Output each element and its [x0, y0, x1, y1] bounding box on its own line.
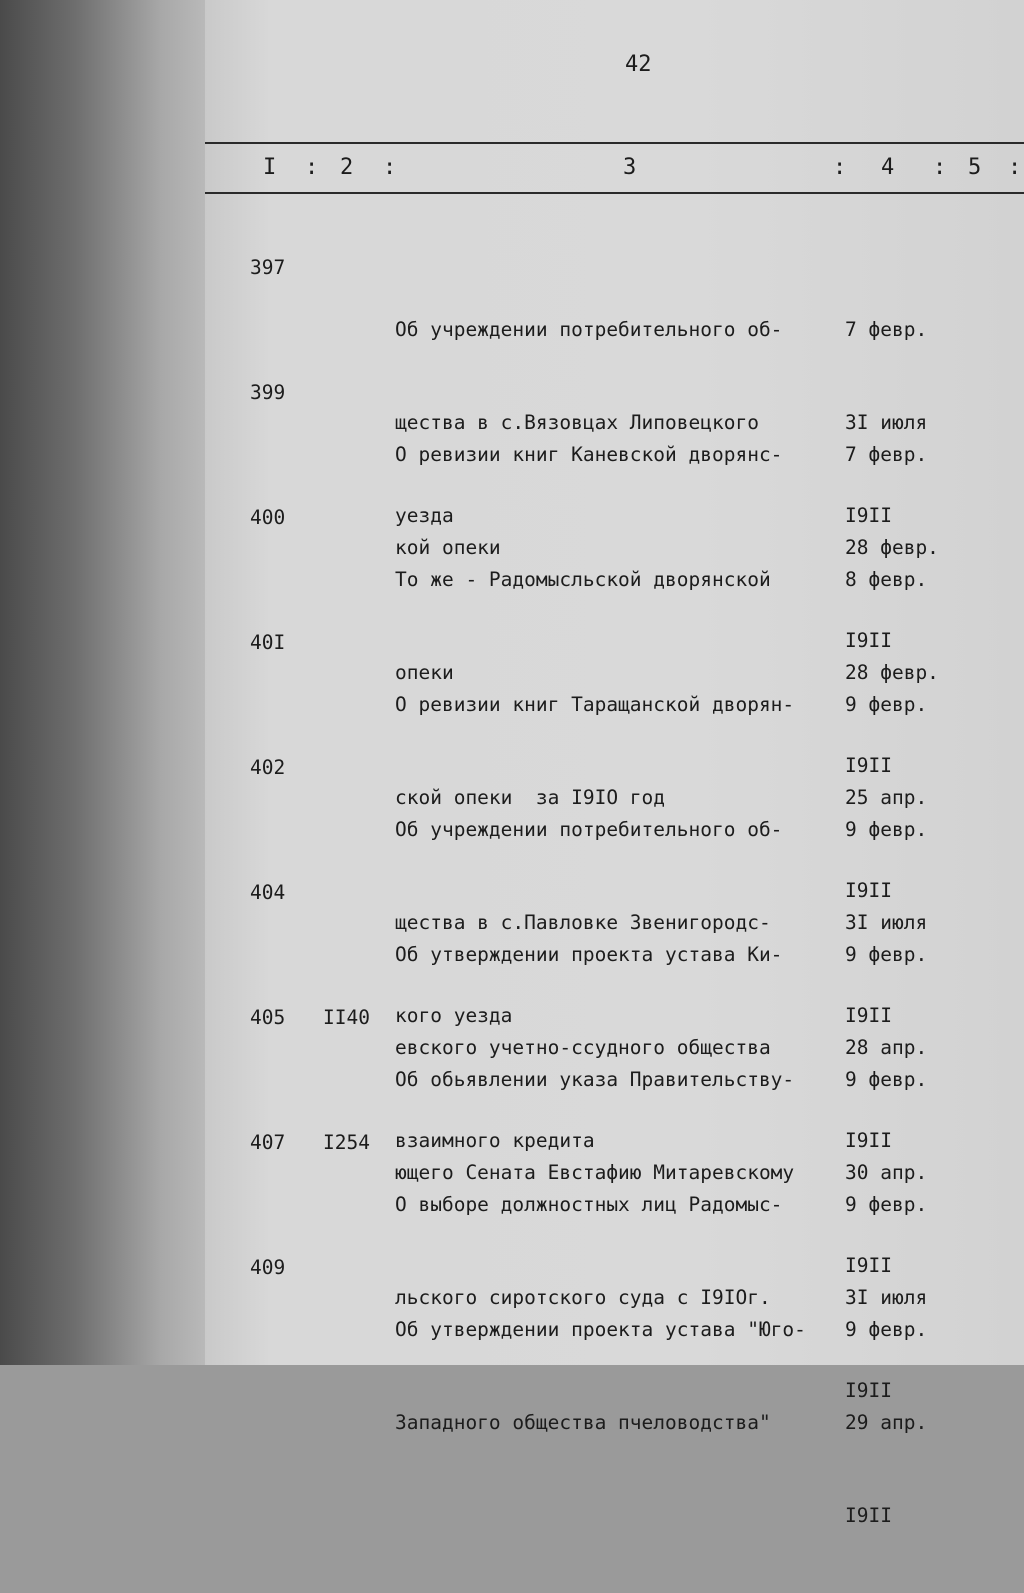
description-line: Об утверждении проекта устава Ки-: [395, 943, 783, 966]
description-line: щества в с.Павловке Звенигородс-: [395, 911, 771, 934]
column-header-3: 3: [623, 155, 637, 180]
date-start: 9 февр.: [845, 818, 928, 841]
description-line: Об утверждении проекта устава "Юго-: [395, 1318, 806, 1341]
description-line: опеки: [395, 661, 454, 684]
description-line: Об учреждении потребительного об-: [395, 318, 783, 341]
description-line: евского учетно-ссудного общества: [395, 1036, 771, 1059]
column-separator: :: [305, 155, 319, 180]
entry-dates: [845, 1252, 1015, 1593]
column-separator: :: [833, 155, 847, 180]
date-end: 3I июля: [845, 411, 928, 434]
date-end: 3I июля: [845, 911, 928, 934]
date-start: 9 февр.: [845, 943, 928, 966]
date-year: I9II: [845, 1004, 892, 1027]
date-start: 9 февр.: [845, 1318, 928, 1341]
column-header-2: 2: [340, 155, 354, 180]
entry-number: 397: [250, 256, 286, 279]
entries-list: [205, 252, 1024, 1527]
column-separator: :: [383, 155, 397, 180]
header-rule-bottom: [205, 192, 1024, 194]
date-year: I9II: [845, 629, 892, 652]
entry-number: 400: [250, 506, 286, 529]
date-end: 28 апр.: [845, 1036, 928, 1059]
column-headers: [205, 155, 1024, 185]
date-year: I9II: [845, 504, 892, 527]
description-line: взаимного кредита: [395, 1129, 595, 1152]
date-year: I9II: [845, 1379, 892, 1402]
description-line: щества в с.Вязовцах Липовецкого: [395, 411, 759, 434]
date-start: 8 февр.: [845, 568, 928, 591]
description-line: [395, 1500, 835, 1531]
entry-description: [395, 1252, 835, 1593]
entry-number: 40I: [250, 631, 286, 654]
entry-number: 407: [250, 1131, 286, 1154]
entry-reference: I254: [323, 1131, 370, 1154]
date-year: I9II: [845, 1254, 892, 1277]
description-line: О ревизии книг Каневской дворянс-: [395, 443, 783, 466]
column-separator: :: [1008, 155, 1022, 180]
entry-number: 399: [250, 381, 286, 404]
description-line: То же - Радомысльской дворянской: [395, 568, 771, 591]
date-year: I9II: [845, 1504, 892, 1527]
date-start: 9 февр.: [845, 1068, 928, 1091]
date-start: 9 февр.: [845, 693, 928, 716]
date-end: 25 апр.: [845, 786, 928, 809]
description-line: О ревизии книг Таращанской дворян-: [395, 693, 795, 716]
book-spine-shadow: [0, 0, 215, 1365]
description-line: уезда: [395, 504, 454, 527]
date-end: 28 февр.: [845, 661, 939, 684]
date-start: 7 февр.: [845, 443, 928, 466]
date-start: 7 февр.: [845, 318, 928, 341]
date-year: I9II: [845, 754, 892, 777]
date-end: 29 апр.: [845, 1411, 928, 1434]
date-end: 3I июля: [845, 1286, 928, 1309]
description-line: кой опеки: [395, 536, 501, 559]
header-rule-top: [205, 142, 1024, 144]
date-end: 28 февр.: [845, 536, 939, 559]
date-start: 9 февр.: [845, 1193, 928, 1216]
entry-number: 409: [250, 1256, 286, 1279]
column-separator: :: [933, 155, 947, 180]
column-header-4: 4: [881, 155, 895, 180]
date-year: I9II: [845, 1129, 892, 1152]
entry-number: 402: [250, 756, 286, 779]
description-line: Об обьявлении указа Правительству-: [395, 1068, 795, 1091]
entry-number: 404: [250, 881, 286, 904]
description-line: льского сиротского суда с I9IOг.: [395, 1286, 771, 1309]
description-line: Западного общества пчеловодства": [395, 1411, 771, 1434]
description-line: Об учреждении потребительного об-: [395, 818, 783, 841]
description-line: О выборе должностных лиц Радомыс-: [395, 1193, 783, 1216]
page-number: 42: [625, 52, 652, 77]
entry-number: 405: [250, 1006, 286, 1029]
description-line: ющего Сената Евстафию Митаревскому: [395, 1161, 795, 1184]
column-header-1: I: [263, 155, 277, 180]
date-end: 30 апр.: [845, 1161, 928, 1184]
entry-reference: II40: [323, 1006, 370, 1029]
description-line: ской опеки за I9IO год: [395, 786, 666, 809]
document-page: [205, 0, 1024, 1527]
list-item: [205, 1252, 1024, 1527]
date-year: I9II: [845, 879, 892, 902]
column-header-5: 5: [968, 155, 982, 180]
description-line: кого уезда: [395, 1004, 513, 1027]
